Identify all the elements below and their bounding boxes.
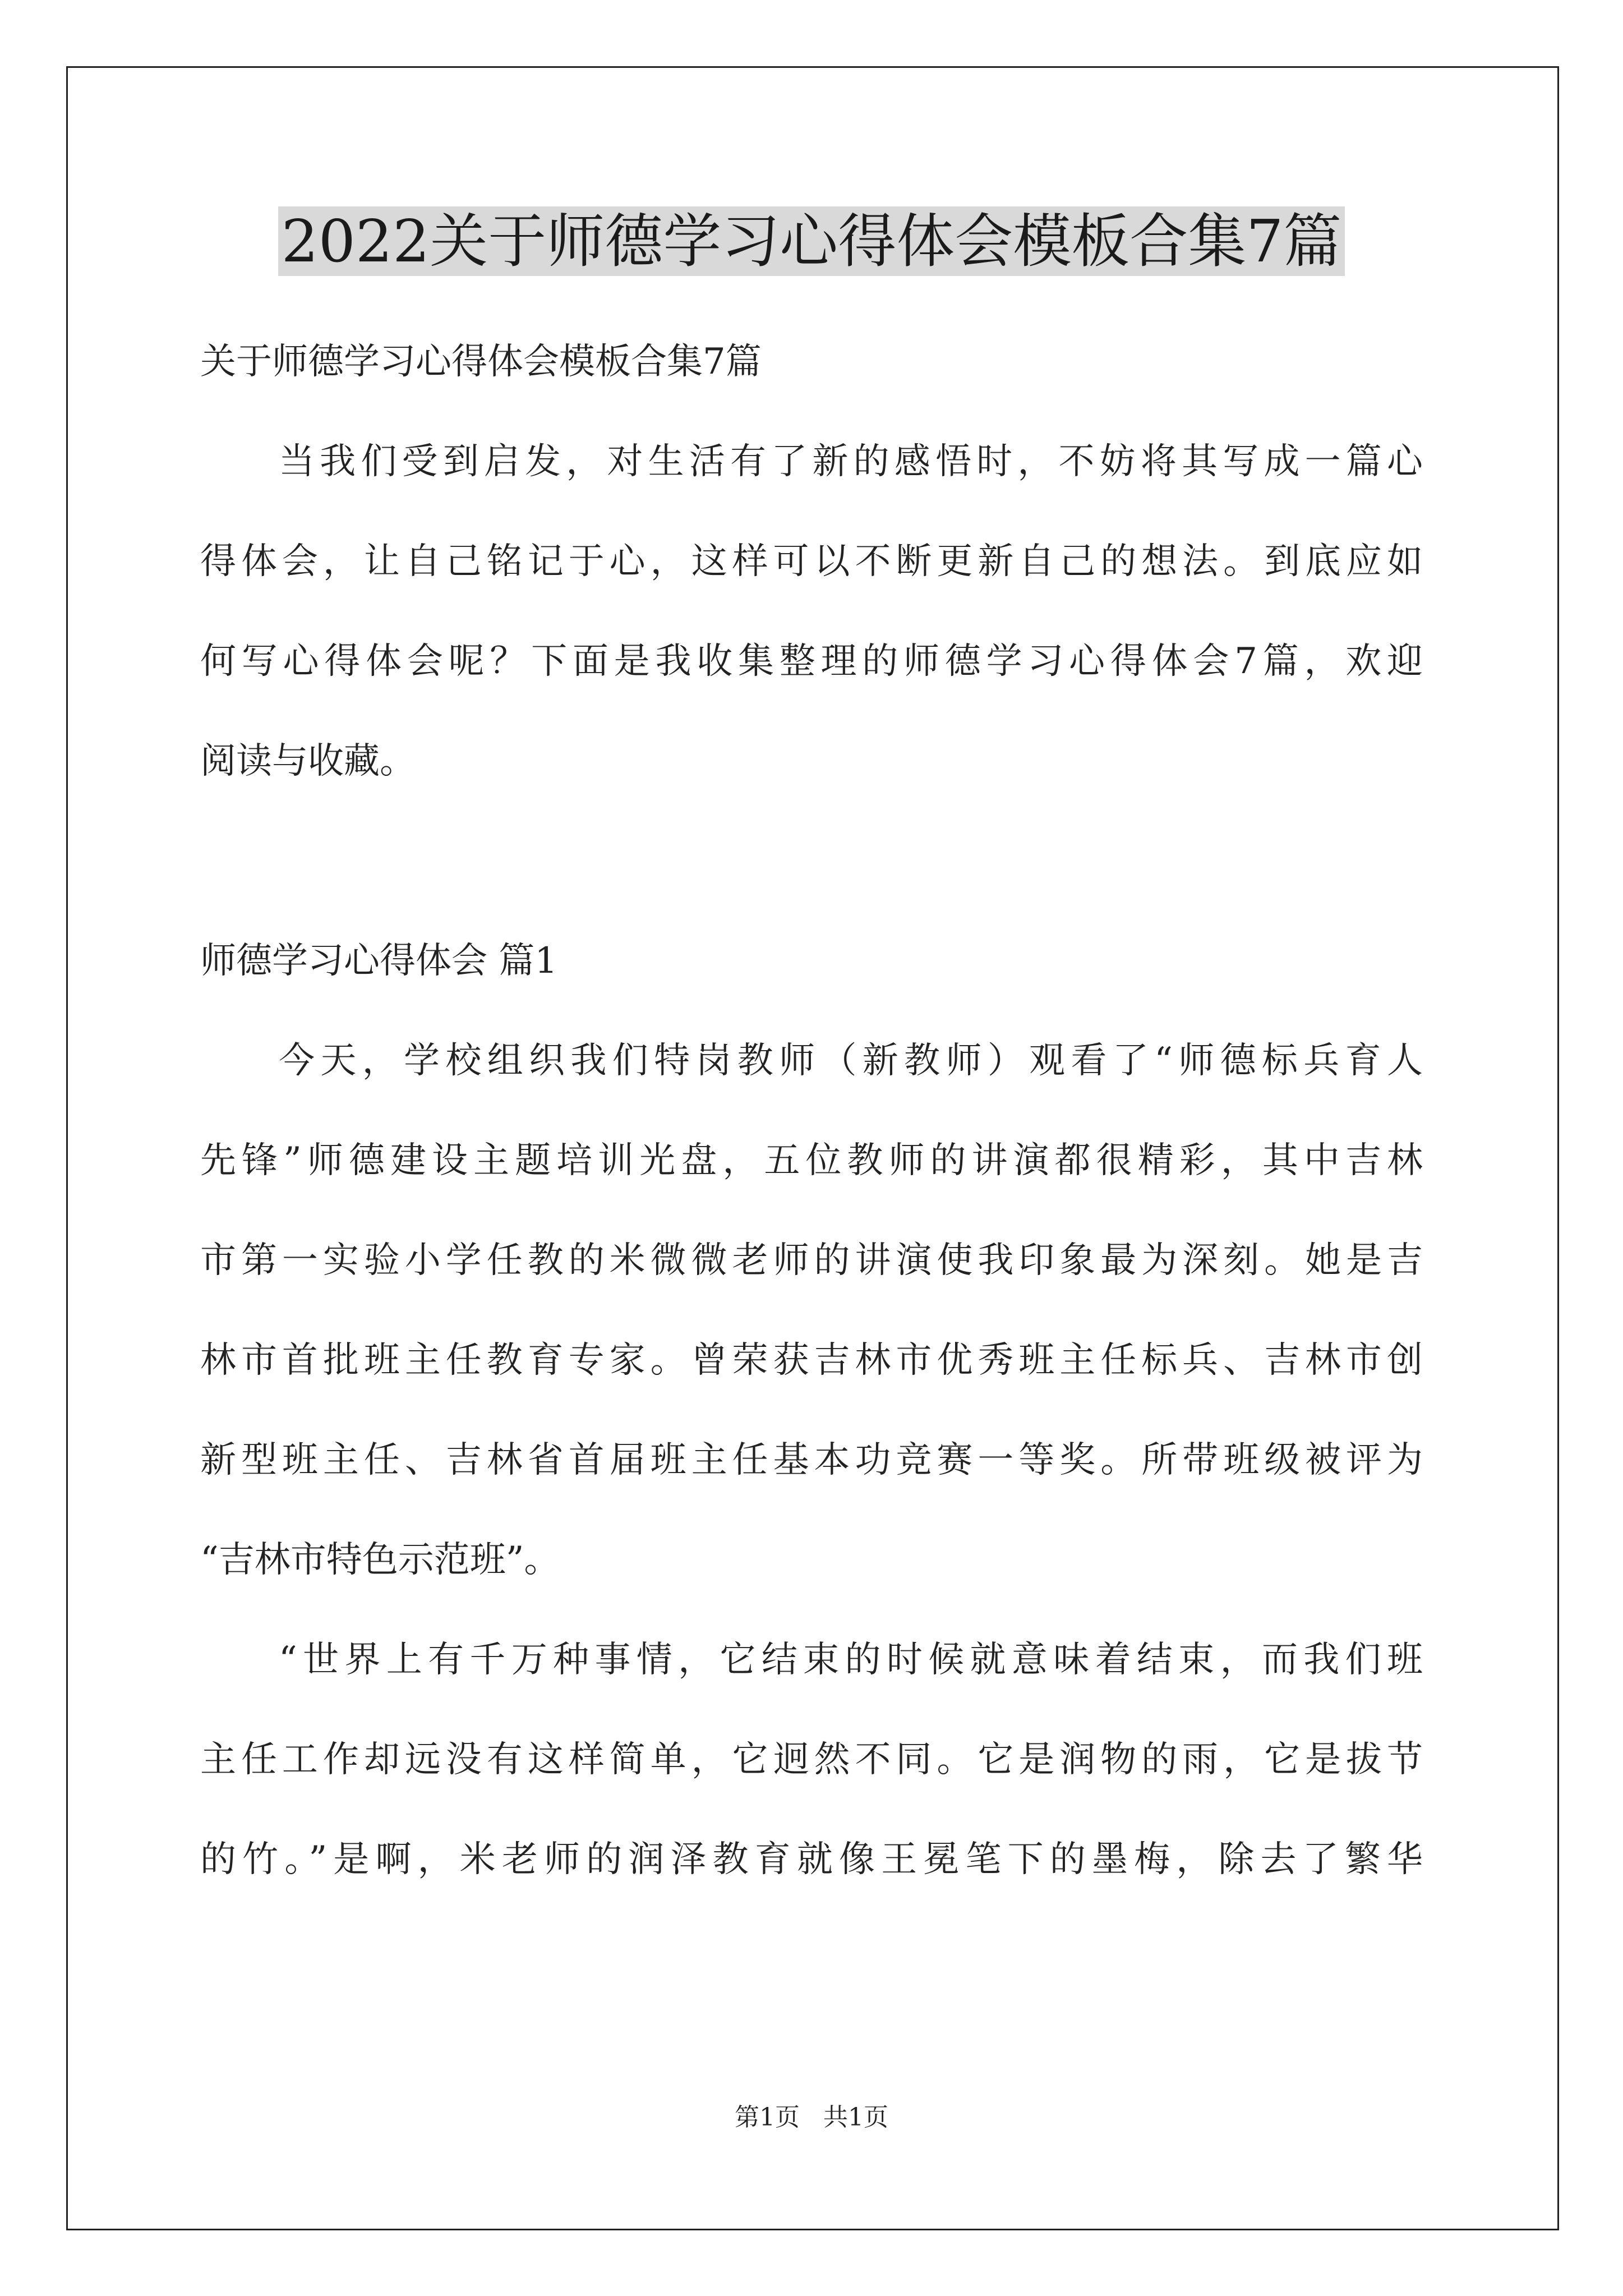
title-container: [0, 206, 1623, 276]
paragraph-line: 的竹。”是啊，米老师的润泽教育就像王冕笔下的墨梅，除去了繁华: [200, 1839, 1423, 1880]
subtitle-line: 关于师德学习心得体会模板合集7篇: [200, 341, 762, 383]
blank-line: [200, 811, 1423, 911]
paragraph-line: 今天，学校组织我们特岗教师（新教师）观看了“师德标兵育人: [279, 1040, 1423, 1082]
paragraph-line: “吉林市特色示范班”。: [200, 1539, 560, 1581]
paragraph-line: 当我们受到启发，对生活有了新的感悟时，不妨将其写成一篇心: [279, 441, 1423, 482]
paragraph-line: “世界上有千万种事情，它结束的时候就意味着结束，而我们班: [279, 1639, 1423, 1681]
page-total: 共1页: [823, 2103, 888, 2132]
paragraph-line: 林市首批班主任教育专家。曾荣获吉林市优秀班主任标兵、吉林市创: [200, 1340, 1423, 1381]
paragraph-line: 新型班主任、吉林省首届班主任基本功竞赛一等奖。所带班级被评为: [200, 1439, 1423, 1481]
paragraph-line: 先锋”师德建设主题培训光盘，五位教师的讲演都很精彩，其中吉林: [200, 1140, 1423, 1181]
document-title: 2022关于师德学习心得体会模板合集7篇: [278, 206, 1345, 276]
document-body: [200, 312, 1423, 1910]
page-number: 第1页: [735, 2103, 800, 2132]
page-footer: [0, 2097, 1623, 2133]
paragraph-line: 阅读与收藏。: [200, 740, 416, 782]
paragraph-line: 何写心得体会呢？下面是我收集整理的师德学习心得体会7篇，欢迎: [200, 641, 1423, 682]
paragraph-line: 得体会，让自己铭记于心，这样可以不断更新自己的想法。到底应如: [200, 541, 1423, 582]
paragraph-line: 主任工作却远没有这样简单，它迥然不同。它是润物的雨，它是拔节: [200, 1739, 1423, 1780]
paragraph-line: 市第一实验小学任教的米微微老师的讲演使我印象最为深刻。她是吉: [200, 1240, 1423, 1281]
section-heading: 师德学习心得体会 篇1: [200, 940, 558, 982]
